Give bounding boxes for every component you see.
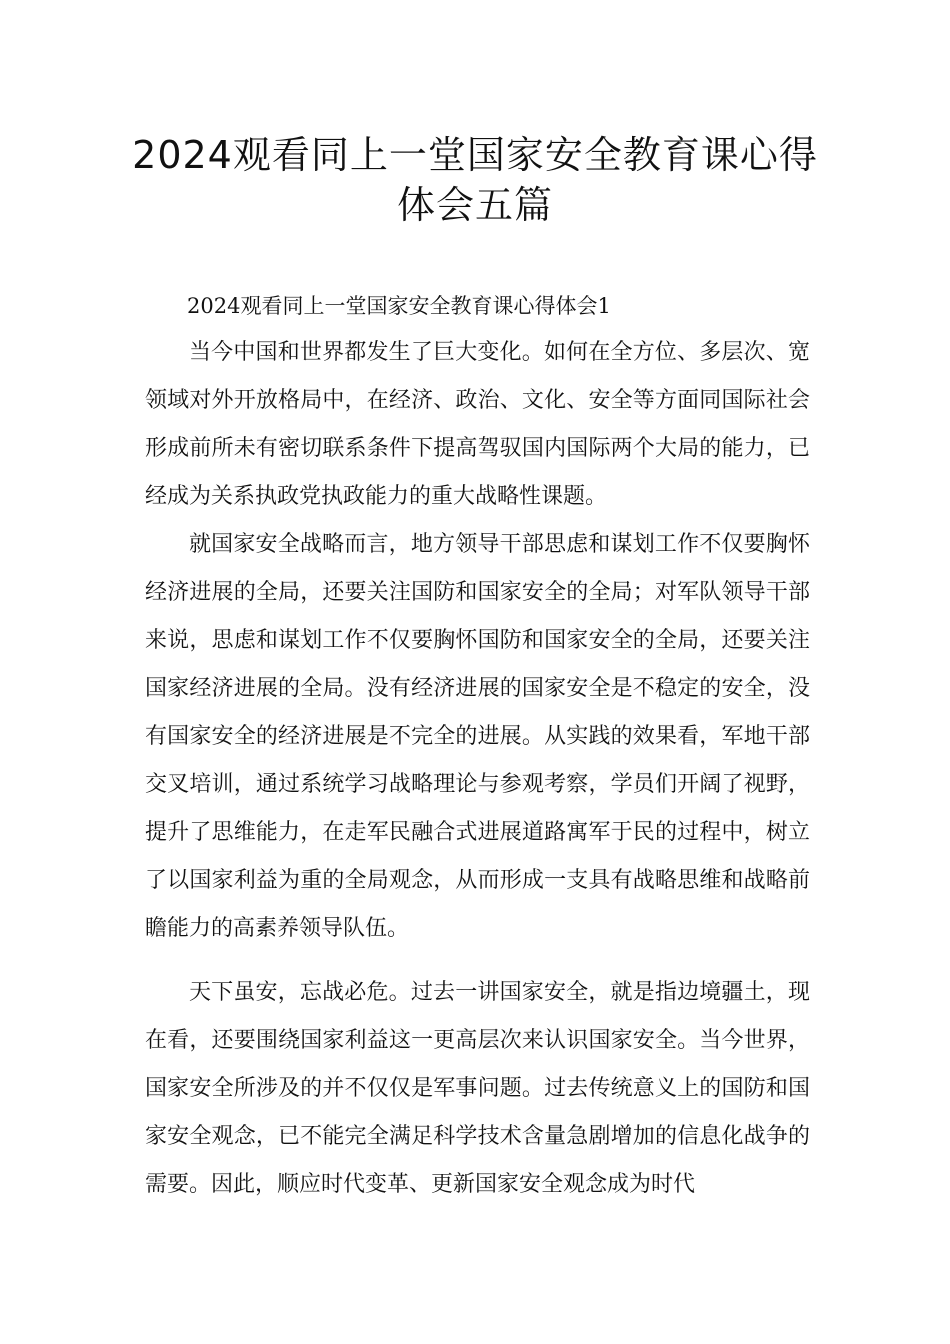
document-title-line-1: 2024观看同上一堂国家安全教育课心得 bbox=[132, 133, 818, 177]
paragraph-2 bbox=[145, 521, 810, 953]
paragraph-text: 当今中国和世界都发生了巨大变化。如何在全方位、多层次、宽领域对外开放格局中，在经济、政治、文化、安全等方面同国际社会形成前所未有密切联系条件下提高驾驭国内国际两个大局的能力，已经成为关系执政党执政能力的重大战略性课题。 bbox=[145, 340, 810, 509]
section-heading-text: 2024观看同上一堂国家安全教育课心得体会1 bbox=[187, 294, 611, 318]
paragraph-3 bbox=[145, 969, 810, 1209]
paragraph-1 bbox=[145, 329, 810, 521]
document-title-line-2: 体会五篇 bbox=[396, 183, 553, 227]
paragraph-text: 天下虽安，忘战必危。过去一讲国家安全，就是指边境疆土，现在看，还要围绕国家利益这一更高层次来认识国家安全。当今世界，国家安全所涉及的并不仅仅是军事问题。过去传统意义上的国防和国家安全观念，已不能完全满足科学技术含量急剧增加的信息化战争的需要。因此，顺应时代变革、更新国家安全观念成为时代 bbox=[145, 980, 810, 1197]
paragraph-text: 就国家安全战略而言，地方领导干部思虑和谋划工作不仅要胸怀经济进展的全局，还要关注国防和国家安全的全局；对军队领导干部来说，思虑和谋划工作不仅要胸怀国防和国家安全的全局，还要关注国家经济进展的全局。没有经济进展的国家安全是不稳定的安全，没有国家安全的经济进展是不完全的进展。从实践的效果看，军地干部交叉培训，通过系统学习战略理论与参观考察，学员们开阔了视野，提升了思维能力，在走军民融合式进展道路寓军于民的过程中，树立了以国家利益为重的全局观念，从而形成一支具有战略思维和战略前瞻能力的高素养领导队伍。 bbox=[145, 532, 810, 941]
section-heading bbox=[145, 282, 810, 330]
